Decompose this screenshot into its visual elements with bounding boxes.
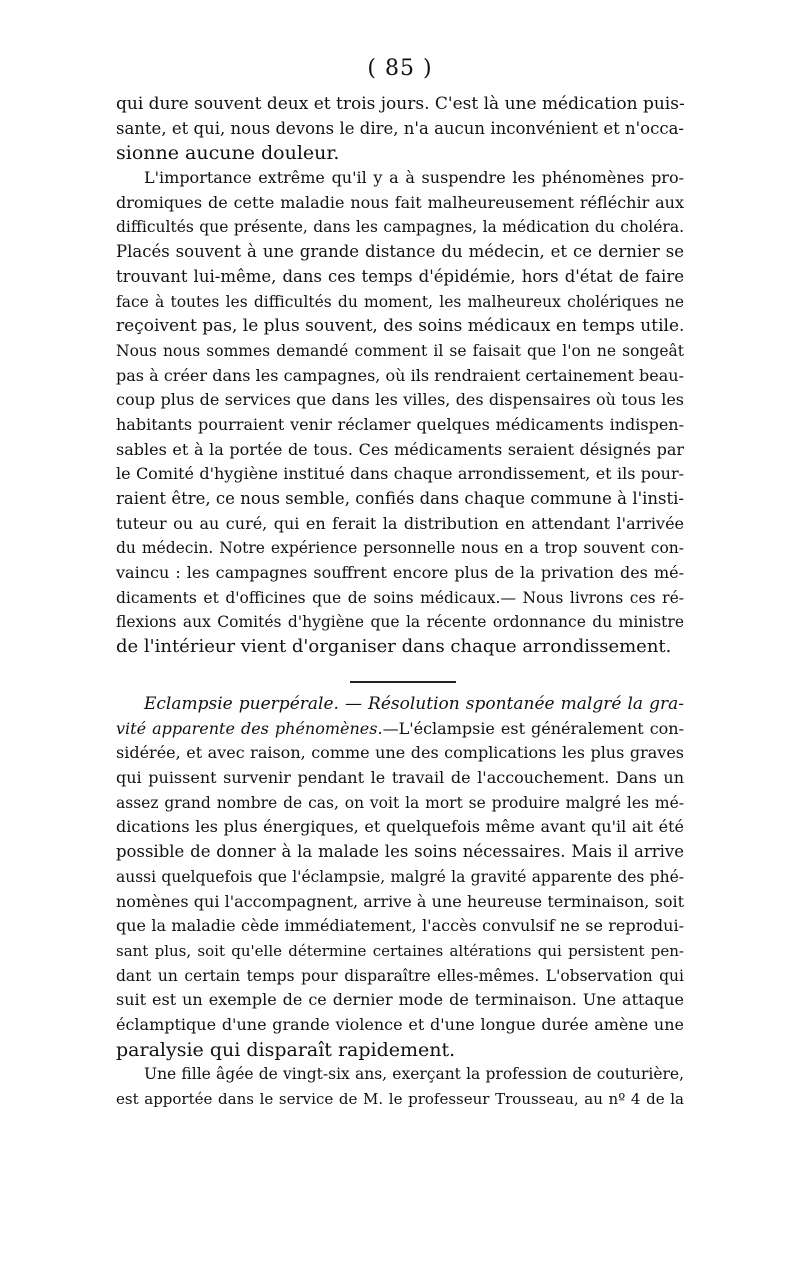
text-line: face à toutes les difficultés du moment, les malheureux cholériques ne [116, 292, 684, 311]
section-heading-line [116, 692, 684, 717]
text-line: dant un certain temps pour disparaître elles-mêmes. L'observation qui [116, 966, 684, 985]
text-line: trouvant lui-même, dans ces temps d'épidémie, hors d'état de faire [116, 266, 684, 286]
text-line: Placés souvent à une grande distance du médecin, et ce dernier se [116, 242, 684, 262]
text-line: Une fille âgée de vingt-six ans, exerçant la profession de couturière, [144, 1065, 684, 1084]
text-line: pas à créer dans les campagnes, où ils rendraient certainement beau- [116, 365, 684, 385]
text-run: —L'éclampsie est généralement con- [382, 718, 685, 738]
text-line: dicaments et d'officines que de soins médicaux.— Nous livrons ces ré- [116, 588, 684, 607]
text-line: raient être, ce nous semble, confiés dans chaque commune à l'insti- [116, 489, 684, 508]
text-line: qui puissent survenir pendant le travail de l'accouchement. Dans un [116, 768, 684, 788]
text-line: L'importance extrême qu'il y a à suspendre les phénomènes pro- [144, 168, 684, 188]
text-line: nomènes qui l'accompagnent, arrive à une heureuse terminaison, soit [116, 891, 684, 911]
text-line: coup plus de services que dans les villes, des dispensaires où tous les [116, 390, 684, 410]
text-line: possible de donner à la malade les soins nécessaires. Mais il arrive [116, 842, 684, 862]
text-line: sables et à la portée de tous. Ces médicaments seraient désignés par [116, 439, 684, 459]
text-line: vaincu : les campagnes souffrent encore plus de la privation des mé- [116, 563, 684, 583]
text-line: sant plus, soit qu'elle détermine certaines altérations qui persistent pen- [116, 941, 684, 960]
text-line: du médecin. Notre expérience personnelle nous en a trop souvent con- [116, 539, 684, 558]
text-line: de l'intérieur vient d'organiser dans chaque arrondissement. [116, 636, 672, 658]
page-number: ( 85 ) [367, 56, 433, 81]
section-heading: Eclampsie puerpérale. — Résolution spontanée malgré la gra- [144, 694, 684, 714]
text-line: le Comité d'hygiène institué dans chaque arrondissement, et ils pour- [116, 464, 684, 484]
text-line: suit est un exemple de ce dernier mode de terminaison. Une attaque [116, 990, 684, 1010]
text-section-eclampsie [116, 692, 684, 1112]
text-line: habitants pourraient venir réclamer quelques médicaments indispen- [116, 414, 684, 434]
text-line: Nous nous sommes demandé comment il se faisait que l'on ne songeât [116, 341, 684, 360]
text-line: dromiques de cette maladie nous fait malheureusement réfléchir aux [116, 192, 684, 212]
text-line: dications les plus énergiques, et quelquefois même avant qu'il ait été [116, 817, 684, 837]
text-line: difficultés que présente, dans les campagnes, la médication du choléra. [116, 218, 684, 237]
text-section-cholera [116, 92, 684, 660]
text-line: sidérée, et avec raison, comme une des complications les plus graves [116, 743, 684, 763]
section-divider [350, 681, 456, 683]
text-line: tuteur ou au curé, qui en ferait la distribution en attendant l'arrivée [116, 513, 684, 533]
text-line: paralysie qui disparaît rapidement. [116, 1038, 456, 1061]
section-heading-line [116, 717, 684, 742]
text-line: sante, et qui, nous devons le dire, n'a aucun inconvénient et n'occa- [116, 118, 684, 138]
text-line: sionne aucune douleur. [116, 142, 340, 165]
text-line: que la maladie cède immédiatement, l'accès convulsif ne se reprodui- [116, 916, 684, 936]
text-line: est apportée dans le service de M. le professeur Trousseau, au nº 4 de la [116, 1090, 684, 1108]
text-line: flexions aux Comités d'hygiène que la récente ordonnance du ministre [116, 613, 684, 632]
text-line: éclamptique d'une grande violence et d'une longue durée amène une [116, 1014, 684, 1034]
text-line: reçoivent pas, le plus souvent, des soins médicaux en temps utile. [116, 316, 685, 337]
text-line: assez grand nombre de cas, on voit la mort se produire malgré les mé- [116, 793, 684, 812]
text-line: qui dure souvent deux et trois jours. C'est là une médication puis- [116, 94, 685, 114]
section-heading: vité apparente des phénomènes. [116, 718, 383, 738]
text-line: aussi quelquefois que l'éclampsie, malgré la gravité apparente des phé- [116, 867, 684, 886]
